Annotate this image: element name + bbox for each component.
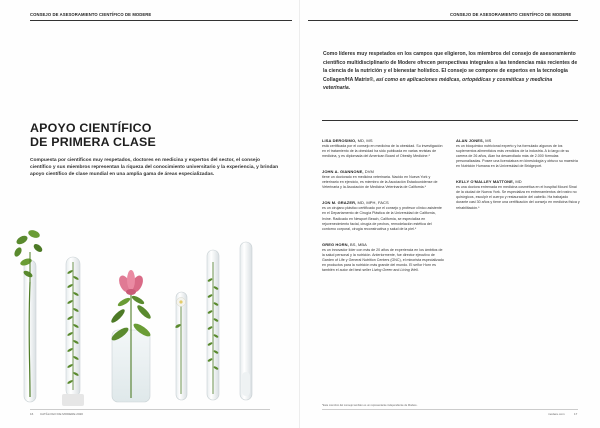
left-running-head: CONSEJO DE ASESORAMIENTO CIENTÍFICO DE MODERE [30, 12, 152, 17]
bio-name: GREG HORN, [322, 241, 349, 247]
bio-entry [322, 242, 446, 273]
bio-entry [322, 200, 446, 231]
right-footer-line [322, 409, 578, 410]
bio-credentials: MD, MS [356, 138, 373, 143]
bio-credentials: MS [484, 138, 492, 143]
page-title [30, 121, 270, 149]
tube-1 [13, 229, 44, 402]
title-line-2: DE PRIMERA CLASE [30, 135, 156, 149]
intro-paragraph: Compuesta por científicos muy respetados, doctores en medicina y expertos del sector, el consejo científico y sus miembros representan la riqueza del conocimiento universitario y la experiencia, y brindan apoyo científico de clase mundial en una amplia gama de áreas especializadas. [30, 158, 279, 178]
tube-4 [175, 292, 187, 400]
tube-5 [207, 250, 219, 400]
pull-quote-italic: así como en aplicaciones médicas, ortopédicas y cosméticas y medicina veterinaria. [323, 76, 553, 92]
left-folio-label: CATÁLOGO DE MODERE 2020 [40, 412, 83, 416]
bio-name: KELLY O'MALLEY MATTONE, [456, 179, 515, 185]
pull-quote [323, 50, 579, 93]
left-header-rule [30, 20, 292, 21]
bio-credentials: DVM [363, 169, 374, 175]
tube-6 [240, 242, 252, 400]
pull-quote-main: Como líderes muy respetados en los campos que eligieron, los miembros del consejo de asesoramiento científico multidisciplinario de Modere ofrecen perspectivas integrales a las tendencias más recientes de la ciencia de la nutrición y el bienestar holístico. El consejo se compone de expertos en la tecnología Collagen/HA Matrix®, [323, 51, 578, 83]
bio-text: es un bioquímico nutricional experto y ha formulado algunos de los suplementos alimenticios más vendidos de la industria. A lo largo de su carrera de 26 años, Alan ha desarrollado más de 2.000 fórmulas personalizadas. Posee una licenciatura en kinesiología y obtuvo su maestría en Nutrición Humana en la Universidad de Bridgeport. [456, 144, 578, 169]
bio-credentials: MD, MPH, FACS [356, 200, 389, 206]
right-running-head: CONSEJO DE ASESORAMIENTO CIENTÍFICO DE MODERE [450, 12, 572, 17]
right-folio-number: 17 [574, 412, 578, 416]
right-header-rule [308, 20, 578, 21]
bio-entry [322, 169, 446, 190]
bio-name: JON M. GRAZER, [322, 200, 357, 206]
test-tubes-photo [0, 222, 300, 412]
left-folio-number: 16 [30, 412, 34, 416]
bio-text: es una doctora entrenada en medicina cosmética en el hospital Mount Sinai de la ciudad de Nueva York. Se especializa en entrenamientos del rostro no quirúrgicos, esculpir el cuerpo y restauración del cabello. Ha trabajado durante casi 30 años y tiene una certificación del consejo en medicina física y rehabilitación.* [456, 185, 580, 210]
bio-entry [456, 179, 580, 210]
bio-name: LISA DEROSIMO, [322, 138, 357, 143]
bio-text: tiene un doctorado en medicina veterinaria. Nacido en Nueva York y veterinario en ejercicio, es miembro de la Asociación Estadounidense de Veterinaria y la Asociación de Medicina Veterinaria de California.* [322, 175, 438, 190]
tube-2 [62, 257, 84, 406]
bio-name: JOHN A. GIANNONE, [322, 169, 364, 175]
quote-rule [322, 120, 578, 121]
bio-entry [322, 138, 446, 159]
test-tubes-illustration [0, 222, 300, 412]
bio-text: es un cirujano plástico certificado por el consejo y profesor clínico asistente en el Departamento de Cirugía Plástica de la Universidad de California, Irvine. Radicado en Newport Beach, California, se especializa en rejuvenecimiento facial, cirugía de pechos, remodelación estética del contorno corporal, cirugía reconstructiva y salud de la piel.* [322, 206, 442, 231]
title-line-1: APOYO CIENTÍFICO [30, 121, 152, 135]
left-footer-line [30, 409, 270, 410]
bio-column-a [322, 138, 446, 283]
bio-credentials: MD [514, 179, 522, 185]
bio-credentials: BS, MBA [348, 241, 367, 247]
bio-text: es un innovador líder con más de 20 años de experiencia en los ámbitos de la salud personal y la nutrición. Anteriormente, fue director ejecutivo de Garden of Life y General Nutrition Centers (GNC), el minorista especializado en productos para la nutrición más grande del mundo. El señor Horn es también el autor del best seller Living Green and Living Well. [322, 247, 444, 272]
right-folio-url[interactable]: modere.com [548, 412, 565, 416]
bio-name: ALAN JONES, [456, 138, 484, 143]
footnote: *Este miembro del consejo también es un representante independiente de Modere. [322, 404, 418, 407]
beaker-with-flower [110, 270, 153, 402]
bio-column-b [456, 138, 580, 221]
bio-text: está certificada por el consejo en medicina de la obesidad. Su investigación en el tratamiento de la obesidad ha sido publicada en varias revistas de medicina, y es diplomada del American Board of Obesity Medicine.* [322, 144, 443, 159]
bio-entry [456, 138, 580, 169]
